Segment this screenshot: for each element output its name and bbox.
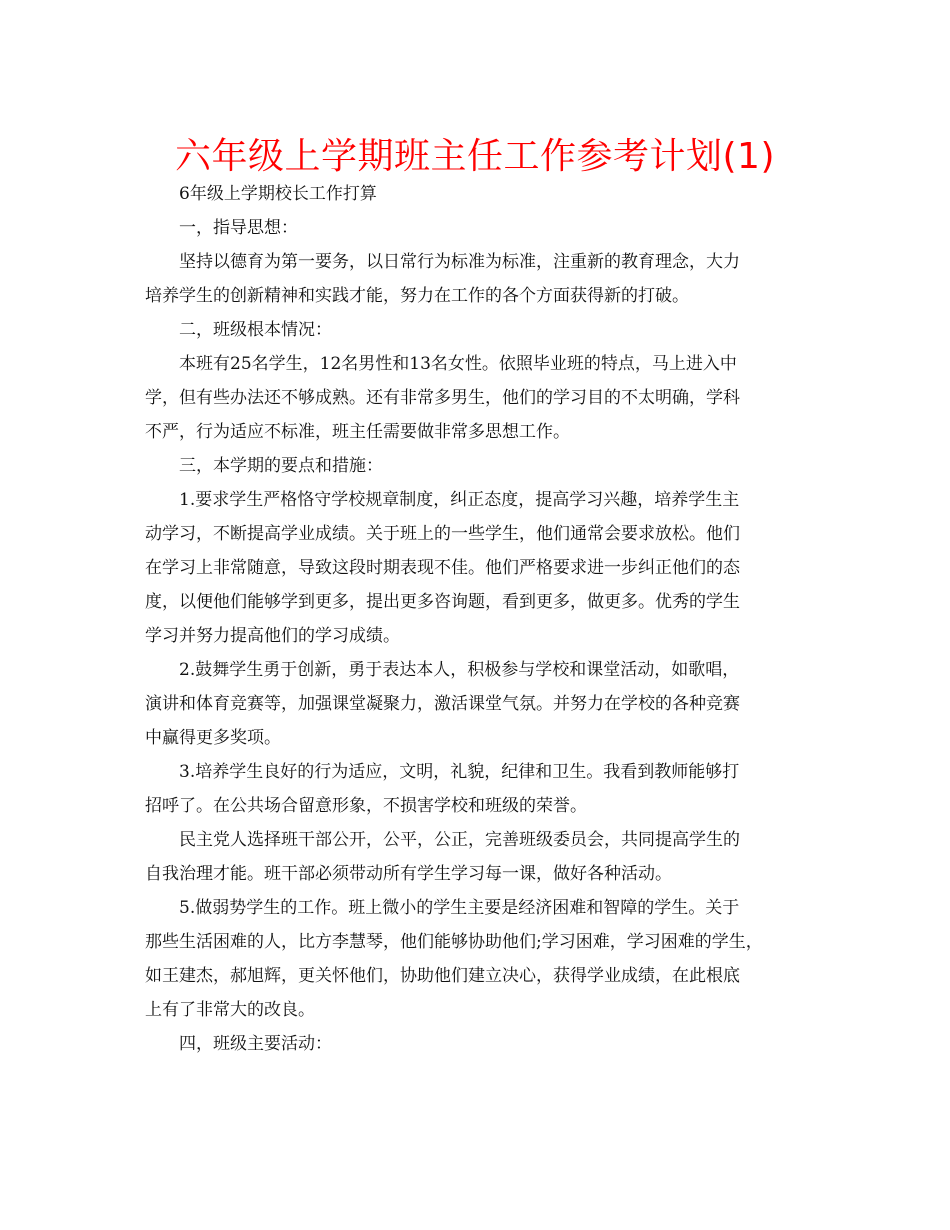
subtitle-line: 6年级上学期校长工作打算 [179, 184, 377, 204]
heading-class-activities: 四，班级主要活动： [179, 1034, 332, 1054]
paragraph-line: 中赢得更多奖项。 [145, 728, 281, 748]
paragraph-line: 招呼了。在公共场合留意形象，不损害学校和班级的荣誉。 [145, 796, 587, 816]
paragraph-line: 那些生活困难的人，比方李慧琴，他们能够协助他们;学习困难，学习困难的学生， [145, 932, 763, 952]
paragraph-line: 3.培养学生良好的行为适应，文明，礼貌，纪律和卫生。我看到教师能够打 [179, 762, 740, 782]
paragraph-line: 在学习上非常随意，导致这段时期表现不佳。他们严格要求进一步纠正他们的态 [145, 558, 740, 578]
document-body [145, 177, 811, 1061]
paragraph-line: 演讲和体育竞赛等，加强课堂凝聚力，激活课堂气氛。并努力在学校的各种竞赛 [145, 694, 740, 714]
heading-key-points: 三，本学期的要点和措施： [179, 456, 383, 476]
paragraph-line: 学习并努力提高他们的学习成绩。 [145, 626, 400, 646]
paragraph-line: 2.鼓舞学生勇于创新，勇于表达本人，积极参与学校和课堂活动，如歌唱， [179, 660, 740, 680]
paragraph-line: 上有了非常大的改良。 [145, 1000, 315, 1020]
paragraph-line: 1.要求学生严格恪守学校规章制度，纠正态度，提高学习兴趣，培养学生主 [179, 490, 740, 510]
paragraph-line: 培养学生的创新精神和实践才能，努力在工作的各个方面获得新的打破。 [145, 286, 689, 306]
paragraph-line: 民主党人选择班干部公开，公平，公正，完善班级委员会，共同提高学生的 [179, 830, 740, 850]
paragraph-line: 动学习，不断提高学业成绩。关于班上的一些学生，他们通常会要求放松。他们 [145, 524, 740, 544]
paragraph-line: 本班有25名学生，12名男性和13名女性。依照毕业班的特点，马上进入中 [179, 354, 737, 374]
heading-guiding-thought: 一，指导思想： [179, 218, 298, 238]
paragraph-line: 自我治理才能。班干部必须带动所有学生学习每一课，做好各种活动。 [145, 864, 672, 884]
heading-class-situation: 二，班级根本情况： [179, 320, 332, 340]
paragraph-line: 学，但有些办法还不够成熟。还有非常多男生，他们的学习目的不太明确，学科 [145, 388, 740, 408]
document-title: 六年级上学期班主任工作参考计划(1) [175, 136, 775, 177]
paragraph-line: 不严，行为适应不标准，班主任需要做非常多思想工作。 [145, 422, 570, 442]
paragraph-line: 坚持以德育为第一要务，以日常行为标准为标准，注重新的教育理念，大力 [179, 252, 740, 272]
paragraph-line: 如王建杰，郝旭辉，更关怀他们，协助他们建立决心，获得学业成绩，在此根底 [145, 966, 740, 986]
paragraph-line: 5.做弱势学生的工作。班上微小的学生主要是经济困难和智障的学生。关于 [179, 898, 740, 918]
paragraph-line: 度，以便他们能够学到更多，提出更多咨询题，看到更多，做更多。优秀的学生 [145, 592, 740, 612]
